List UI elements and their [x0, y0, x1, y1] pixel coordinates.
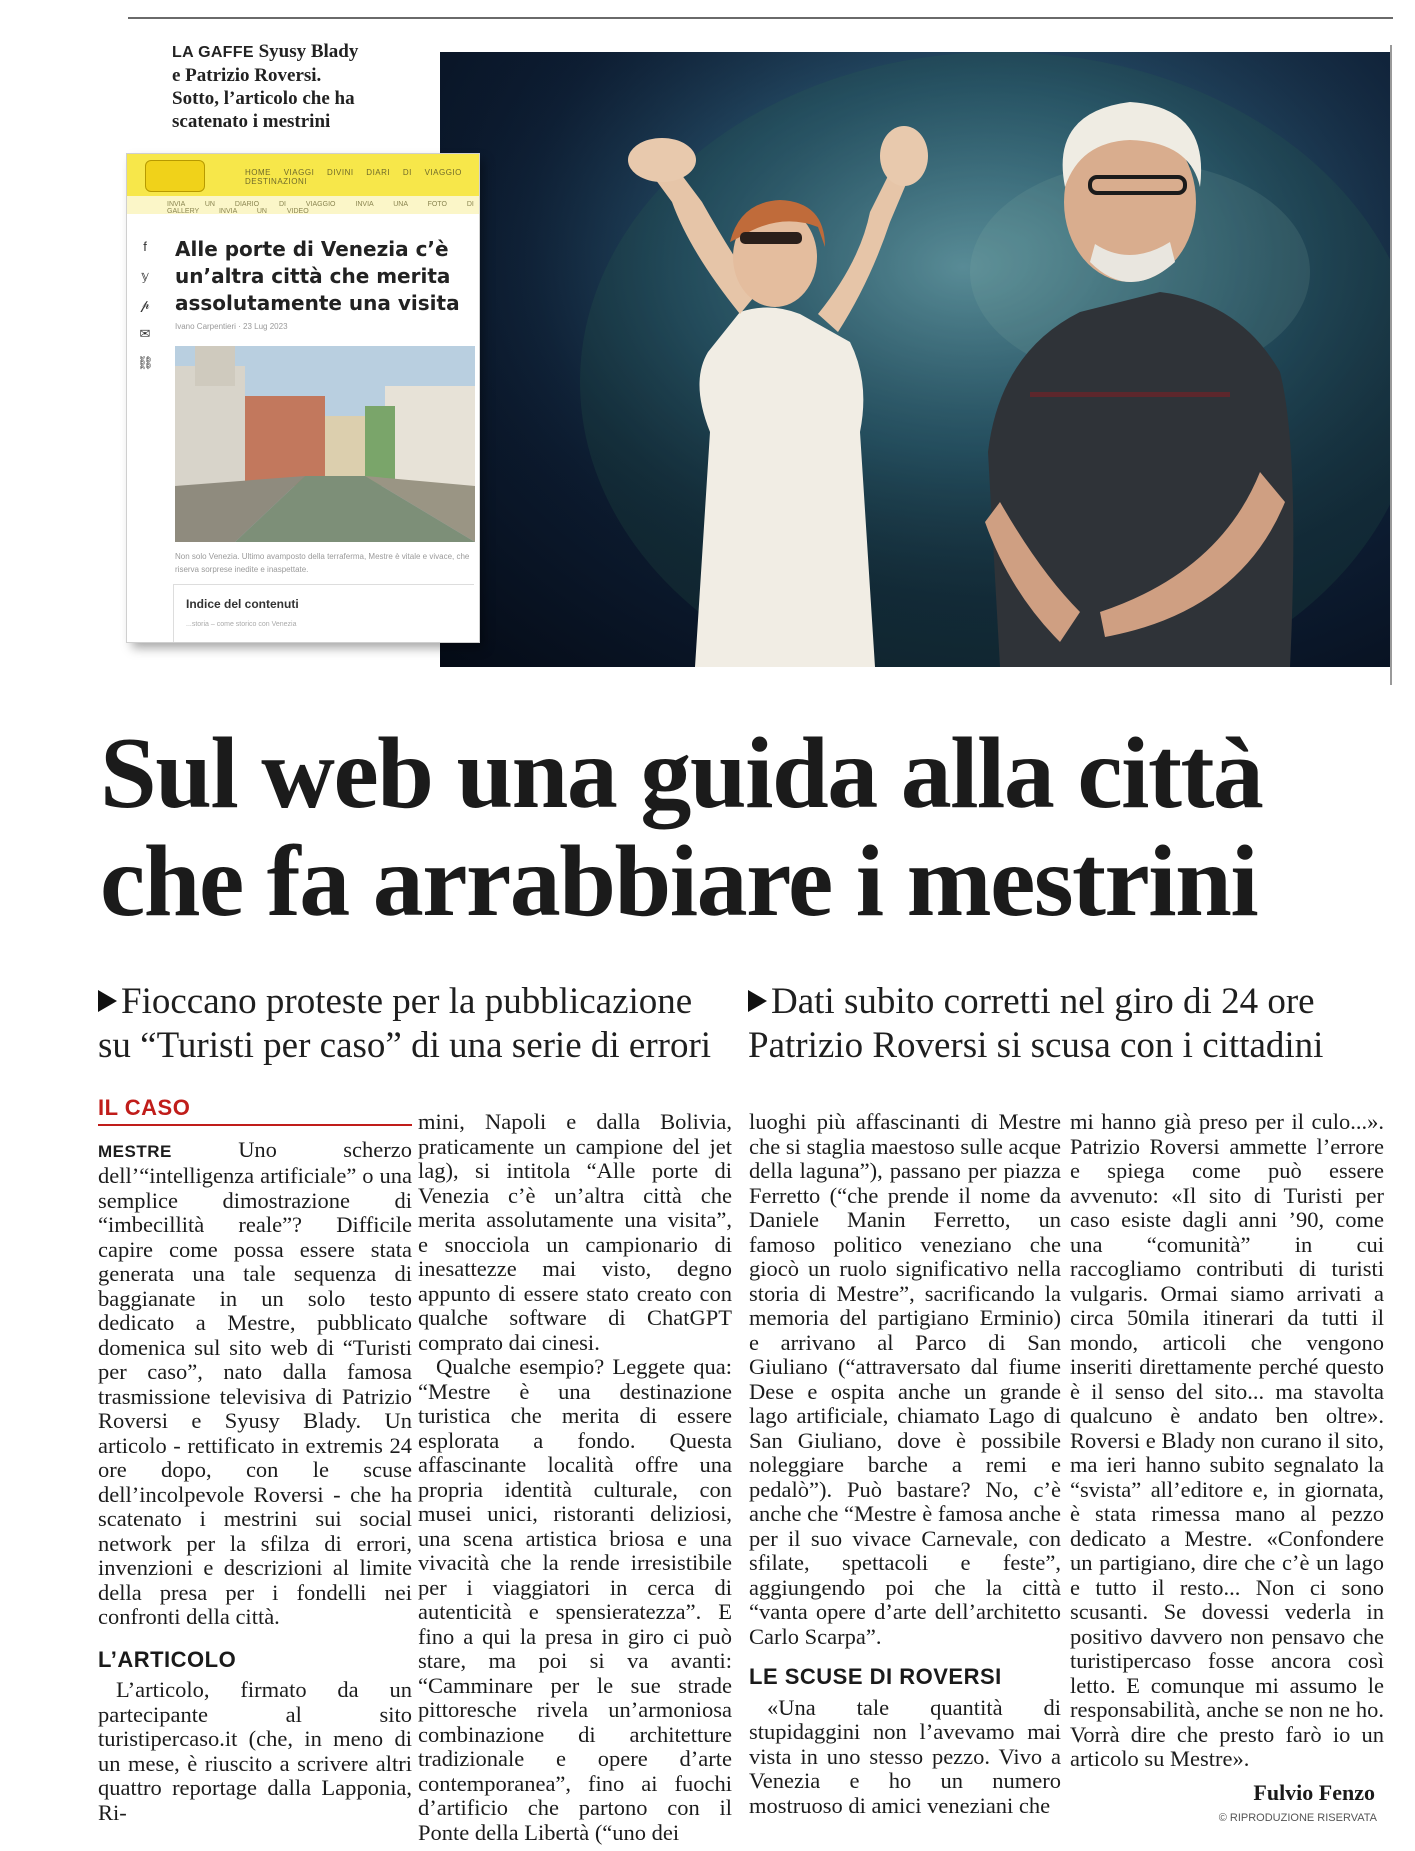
paragraph [98, 1138, 412, 1630]
deck-right [748, 980, 1398, 1068]
headline: Sul web una guida alla città che fa arrabbiare i mestrini [100, 717, 1263, 938]
dateline: MESTRE [98, 1141, 172, 1161]
site-subnav-items: INVIA UN DIARIO DI VIAGGIO INVIA UNA FOTO DI GALLERY INVIA UN VIDEO [167, 201, 474, 215]
top-rule [128, 17, 1393, 19]
web-article-title: Alle porte di Venezia c’è un’altra città che merita assolutamente una visita [175, 237, 460, 315]
stage-photo-illustration [440, 52, 1390, 667]
text-column-2 [418, 1110, 732, 1845]
mail-icon: ✉ [139, 326, 151, 341]
web-article-screenshot [127, 154, 479, 642]
web-article-byline: Ivano Carpentieri · 23 Lug 2023 [175, 322, 288, 331]
pinterest-icon: 𝓅 [140, 297, 150, 312]
text-column-1 [98, 1096, 412, 1825]
toc-title: Indice del contenuti [186, 597, 299, 611]
deck-left [98, 980, 738, 1068]
share-bar [137, 232, 153, 377]
link-icon: ⛓ [137, 355, 154, 370]
paragraph: L’articolo, firmato da un partecipante al sito turistipercaso.it (che, in meno di un mese, è riuscito a scrivere altri quattro reportage dalla Lapponia, Ri- [98, 1677, 412, 1825]
text-column-3 [749, 1110, 1061, 1818]
site-nav-items: HOME VIAGGI DIVINI DIARI DI VIAGGIO DESTINAZIONI [245, 168, 462, 186]
paragraph: «Una tale quantità di stupidaggini non l’avevamo mai vista in uno stesso pezzo. Vivo a Venezia e ho un numero mostruoso di amici veneziani che [749, 1694, 1061, 1818]
caption-text: Syusy Blady e Patrizio Roversi. Sotto, l’articolo che ha scatenato i mestrini [172, 41, 359, 132]
deck-left-text: Fioccano proteste per la pubblicazione su “Turisti per caso” di una serie di errori [98, 981, 712, 1066]
paragraph-text: Uno scherzo dell’“intelligenza artificiale” o una semplice dimostrazione di “imbecillità reale”? Difficile capire come possa essere stata generata una tale sequenza di baggianate in un solo testo dedicato a Mestre, pubblicato domenica sul sito web di “Turisti per caso”, nato dalla famosa trasmissione televisiva di Patrizio Roversi e Syusy Blady. Un articolo - rettificato in extremis 24 ore dopo, con le scuse dell’incolpevole Roversi - che ha scatenato i mestrini sui social network per la sfilza di errori, invenzioni e descrizioni al limite della presa per i fondelli nei confronti della città. [98, 1136, 412, 1629]
paragraph: mi hanno già preso per il culo...». Patrizio Roversi ammette l’errore e spiega come può essere avvenuto: «Il sito di Turisti per caso esiste dagli anni ’90, come una “comunità” in cui raccogliamo contributi di turisti vulgaris. Ormai siamo arrivati a circa 50mila itinerari da tutti il mondo, articoli che vengono inseriti direttamente perché questo è il senso del sito... ma stavolta qualcuno è andato ben oltre». Roversi e Blady non curano il sito, ma ieri hanno subito segnalato la “svista” all’editore e, in giornata, è stata rimessa mano al pezzo dedicato a Mestre. «Confondere un partigiano, dire che c’è un lago e tutto il resto... Non ci sono scusanti. Se dovessi vederla in positivo davvero non pensavo che turistipercaso fosse ancora così letto. E comunque mi assumo le responsabilità, anche se non ne ho. Vorrà dire che presto farò io un articolo su Mestre». [1070, 1109, 1384, 1771]
section-label-il-caso: IL CASO [98, 1096, 412, 1126]
caption-kicker: LA GAFFE [172, 44, 254, 61]
paragraph: mini, Napoli e dalla Bolivia, praticamente un campione del jet lag), si intitola “Alle porte di Venezia c’è un’altra città che merita assolutamente una visita”, e snocciola un campionario di inesattezze mai visto, degno appunto di essere stato creato con qualche software di ChatGPT comprato dai cinesi. [418, 1109, 732, 1355]
table-of-contents-box [173, 584, 474, 642]
turisti-per-caso-logo [145, 160, 205, 192]
paragraph: luoghi più affascinanti di Mestre che si staglia maestoso sulle acque della laguna”), passano per piazza Ferretto (“che prende il nome da Daniele Manin Ferretto, un famoso politico veneziano che giocò un ruolo significativo nella storia di Mestre”, sacrificando la memoria del partigiano Erminio) e arrivano al Parco di San Giuliano (“attraversato dal fiume Dese e ospita anche un grande lago artificiale, chiamato Lago di San Giuliano, dove è possibile noleggiare barche a remi e pedalò”). Può bastare? No, c’è anche che “Mestre è famosa anche per il suo vivace Carnevale, con sfilate, spettacoli e feste”, aggiungendo poi che la città “vanta opere d’arte dell’architetto Carlo Scarpa”. [749, 1109, 1061, 1649]
paragraph: Qualche esempio? Leggete qua: “Mestre è una destinazione turistica che merita di essere esplorata a fondo. Questa affascinante località offre una propria identità culturale, con musei unici, ristoranti deliziosi, una scena artistica briosa e una vivacità che la rende irresistibile per i viaggiatori in cerca di autenticità e spensieratezza”. E fino a qui la presa in giro ci può stare, ma poi si va avanti: “Camminare per le sue strade pittoresche rivela un’armoniosa combinazione di architetture tradizionale e opere d’arte contemporanea”, fino ai fuochi d’artificio che partono con il Ponte della Libertà (“uno dei [418, 1354, 732, 1845]
site-subnav [127, 196, 479, 214]
mestre-canal-photo [175, 346, 475, 542]
mestre-canal-illustration [175, 346, 475, 542]
column-rule [1390, 45, 1392, 685]
facebook-icon: f [143, 239, 147, 254]
triangle-bullet-icon [748, 990, 767, 1012]
toc-item: ...storia – come storico con Venezia [186, 621, 297, 628]
copyright-notice: © RIPRODUZIONE RISERVATA [1218, 1812, 1377, 1824]
twitter-icon: 𝕪 [140, 268, 150, 283]
triangle-bullet-icon [98, 990, 117, 1012]
text-column-4 [1070, 1110, 1384, 1772]
web-photo-caption: Non solo Venezia. Ultimo avamposto della terraferma, Mestre è vitale e vivace, che riserva sorprese inedite e inaspettate. [175, 552, 470, 574]
site-navbar [127, 154, 479, 196]
author-signature: Fulvio Fenzo [1253, 1780, 1375, 1805]
section-label-scuse: LE SCUSE DI ROVERSI [749, 1664, 1002, 1689]
deck-right-text: Dati subito corretti nel giro di 24 ore Patrizio Roversi si scusa con i cittadini [748, 981, 1324, 1066]
section-label-articolo: L’ARTICOLO [98, 1646, 237, 1672]
stage-photo [440, 52, 1390, 667]
photo-caption [172, 40, 432, 133]
